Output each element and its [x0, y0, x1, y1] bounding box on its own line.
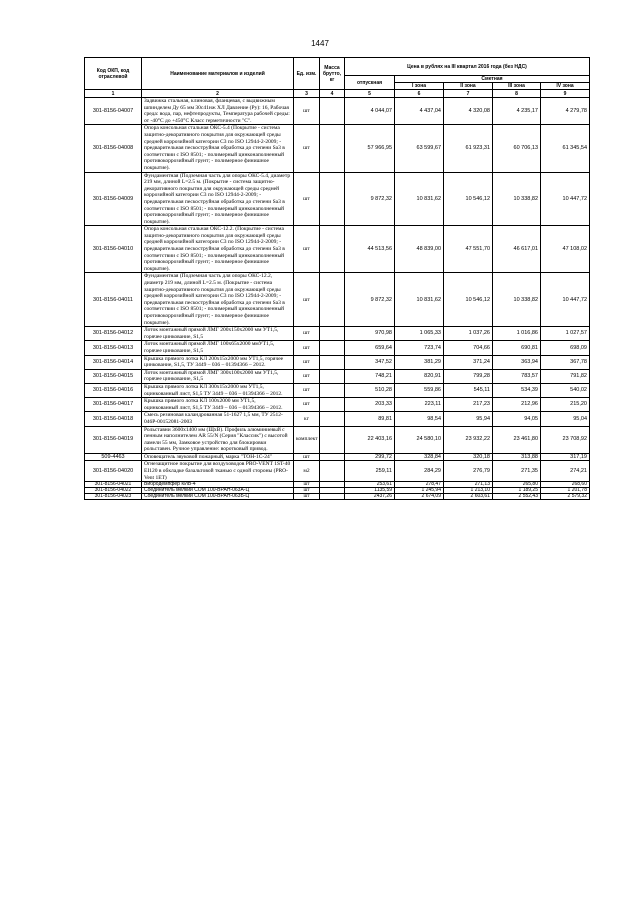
unit-cell: шт	[294, 226, 320, 273]
zone-2-price-cell: 799,28	[444, 369, 493, 383]
name-cell: Крышка прямого лотка КЛ 300х15х2000 мм УТ1,5, оцинкованный лист, S1,5 ТУ 3449 – 036 – 01394366 – 2012.	[142, 383, 294, 397]
table-row	[85, 327, 590, 341]
table-row	[85, 226, 590, 273]
unit-cell: шт	[294, 453, 320, 461]
mass-cell	[320, 327, 345, 341]
zone-3-price-cell: 60 706,13	[493, 125, 541, 172]
unit-cell: шт	[294, 98, 320, 125]
table-row	[85, 98, 590, 125]
mass-cell	[320, 494, 345, 500]
zone-3-price-cell: 212,96	[493, 398, 541, 412]
zone-4-price-cell: 791,82	[541, 369, 590, 383]
zone-2-price-cell: 10 546,12	[444, 172, 493, 226]
zone-2-price-cell: 371,24	[444, 355, 493, 369]
zone-2-price-cell: 23 932,22	[444, 426, 493, 453]
col-header-zone-3: III зона	[493, 83, 541, 90]
table-row	[85, 412, 590, 426]
zone-4-price-cell: 1 201,78	[541, 488, 590, 494]
zone-2-price-cell: 4 320,08	[444, 98, 493, 125]
code-cell: 301-8156-04022	[85, 488, 142, 494]
zone-2-price-cell: 545,11	[444, 383, 493, 397]
code-cell: 301-8156-04015	[85, 369, 142, 383]
unit-cell: шт	[294, 125, 320, 172]
zone-3-price-cell: 2 552,43	[493, 494, 541, 500]
col-header-name: Наименование материалов и изделий	[142, 58, 294, 90]
unit-cell: шт	[294, 482, 320, 488]
col-index: 5	[345, 90, 395, 98]
release-price-cell: 9 872,32	[345, 273, 395, 327]
unit-cell: шт	[294, 369, 320, 383]
col-header-estimate: Сметная	[395, 76, 590, 83]
table-row	[85, 355, 590, 369]
zone-2-price-cell: 47 551,70	[444, 226, 493, 273]
col-index: 8	[493, 90, 541, 98]
table-row	[85, 494, 590, 500]
name-cell: Крышка прямого лотка КЛ 100х2000 мм УТ1,5, оцинкованный лист, S1,5 ТУ 3449 – 036 – 01394366 – 2012.	[142, 398, 294, 412]
release-price-cell: 510,28	[345, 383, 395, 397]
zone-1-price-cell: 820,91	[395, 369, 444, 383]
unit-cell: шт	[294, 327, 320, 341]
col-index: 6	[395, 90, 444, 98]
release-price-cell: 259,11	[345, 461, 395, 482]
zone-1-price-cell: 559,86	[395, 383, 444, 397]
unit-cell: шт	[294, 488, 320, 494]
release-price-cell: 22 403,16	[345, 426, 395, 453]
unit-cell: шт	[294, 383, 320, 397]
release-price-cell: 299,72	[345, 453, 395, 461]
name-cell: Лоток монтажный прямой ЛМГ 300х100х2000 мм УТ1,5, горячее цинкование, S1,5	[142, 369, 294, 383]
name-cell: Вибродемпфер КИВ-4	[142, 482, 294, 488]
mass-cell	[320, 383, 345, 397]
zone-1-price-cell: 10 831,62	[395, 273, 444, 327]
table-row	[85, 461, 590, 482]
zone-3-price-cell: 265,80	[493, 482, 541, 488]
unit-cell: шт	[294, 398, 320, 412]
unit-cell: шт	[294, 273, 320, 327]
mass-cell	[320, 172, 345, 226]
zone-2-price-cell: 61 923,31	[444, 125, 493, 172]
zone-4-price-cell: 540,02	[541, 383, 590, 397]
zone-4-price-cell: 10 447,72	[541, 172, 590, 226]
name-cell: Соединитель мелкий СОМ 100-ВРАН-063Б-Ц	[142, 494, 294, 500]
page-number: 1447	[311, 39, 329, 48]
table-row	[85, 398, 590, 412]
zone-3-price-cell: 46 617,01	[493, 226, 541, 273]
col-index: 4	[320, 90, 345, 98]
zone-1-price-cell: 284,29	[395, 461, 444, 482]
zone-2-price-cell: 217,23	[444, 398, 493, 412]
name-cell: Лоток монтажный прямой ЛМГ 200х150х2000 мм УТ1,5, горячее цинкование, S1,5	[142, 327, 294, 341]
code-cell: 301-8156-04008	[85, 125, 142, 172]
release-price-cell: 748,21	[345, 369, 395, 383]
mass-cell	[320, 398, 345, 412]
zone-1-price-cell: 63 599,67	[395, 125, 444, 172]
zone-4-price-cell: 2 579,32	[541, 494, 590, 500]
mass-cell	[320, 412, 345, 426]
table-row	[85, 273, 590, 327]
table-row	[85, 453, 590, 461]
mass-cell	[320, 461, 345, 482]
release-price-cell: 4 044,07	[345, 98, 395, 125]
mass-cell	[320, 369, 345, 383]
release-price-cell: 44 513,56	[345, 226, 395, 273]
name-cell: Лоток монтажный прямой ЛМГ 100х65х2000 ммУТ1,5, горячее цинкование, S1,5	[142, 341, 294, 355]
col-header-code: Код ОКП, код отраслевой	[85, 58, 142, 90]
code-cell: 301-8156-04007	[85, 98, 142, 125]
table-row	[85, 383, 590, 397]
zone-3-price-cell: 4 235,17	[493, 98, 541, 125]
code-cell: 301-8156-04013	[85, 341, 142, 355]
mass-cell	[320, 426, 345, 453]
zone-3-price-cell: 1 189,25	[493, 488, 541, 494]
mass-cell	[320, 125, 345, 172]
zone-4-price-cell: 95,04	[541, 412, 590, 426]
zone-2-price-cell: 1 213,10	[444, 488, 493, 494]
zone-2-price-cell: 10 546,12	[444, 273, 493, 327]
zone-2-price-cell: 704,66	[444, 341, 493, 355]
unit-cell: кг	[294, 412, 320, 426]
mass-cell	[320, 453, 345, 461]
release-price-cell: 57 966,95	[345, 125, 395, 172]
unit-cell: шт	[294, 494, 320, 500]
code-cell: 301-8156-04014	[85, 355, 142, 369]
zone-4-price-cell: 4 279,78	[541, 98, 590, 125]
zone-3-price-cell: 534,39	[493, 383, 541, 397]
name-cell: Смесь резиновая каландрованная 51-1627 1,5 мм, ТУ 2512-046Р-00152081-2003	[142, 412, 294, 426]
zone-4-price-cell: 268,60	[541, 482, 590, 488]
zone-1-price-cell: 4 437,04	[395, 98, 444, 125]
release-price-cell: 970,98	[345, 327, 395, 341]
zone-4-price-cell: 23 708,92	[541, 426, 590, 453]
unit-cell: шт	[294, 172, 320, 226]
code-cell: 301-8156-04020	[85, 461, 142, 482]
zone-1-price-cell: 328,84	[395, 453, 444, 461]
code-cell: 301-8156-04017	[85, 398, 142, 412]
zone-4-price-cell: 47 108,02	[541, 226, 590, 273]
col-header-mass: Масса брутто, кг	[320, 58, 345, 90]
zone-1-price-cell: 48 839,00	[395, 226, 444, 273]
zone-1-price-cell: 278,47	[395, 482, 444, 488]
release-price-cell: 659,64	[345, 341, 395, 355]
zone-1-price-cell: 98,54	[395, 412, 444, 426]
zone-1-price-cell: 2 674,09	[395, 494, 444, 500]
name-cell: Оповещатель звуковой пожарный, марка "ТОН-1С-24"	[142, 453, 294, 461]
zone-4-price-cell: 10 447,72	[541, 273, 590, 327]
zone-3-price-cell: 94,05	[493, 412, 541, 426]
col-header-zone-2: II зона	[444, 83, 493, 90]
zone-4-price-cell: 317,19	[541, 453, 590, 461]
name-cell: Крышка прямого лотка КЛ 200х15х2000 мм УТ1,5, горячее цинкование, S1,5, ТУ 3449 – 036 – 01394366 – 2012.	[142, 355, 294, 369]
unit-cell: шт	[294, 341, 320, 355]
zone-4-price-cell: 1 027,57	[541, 327, 590, 341]
zone-3-price-cell: 1 016,86	[493, 327, 541, 341]
code-cell: 301-8156-04010	[85, 226, 142, 273]
name-cell: Огнезащитное покрытие для воздуховодов PRO-VENT 1ST-40 EI120 в обкладке базальтовой тканью с одной стороны (PRO-Vent 1ET)	[142, 461, 294, 482]
zone-1-price-cell: 10 831,62	[395, 172, 444, 226]
code-cell: 301-8156-04011	[85, 273, 142, 327]
zone-3-price-cell: 363,94	[493, 355, 541, 369]
code-cell: 301-8156-04019	[85, 426, 142, 453]
zone-4-price-cell: 367,78	[541, 355, 590, 369]
zone-3-price-cell: 783,57	[493, 369, 541, 383]
zone-2-price-cell: 95,94	[444, 412, 493, 426]
release-price-cell: 9 872,32	[345, 172, 395, 226]
unit-cell: м2	[294, 461, 320, 482]
col-index: 7	[444, 90, 493, 98]
code-cell: 301-8156-04018	[85, 412, 142, 426]
zone-4-price-cell: 698,09	[541, 341, 590, 355]
table-row	[85, 369, 590, 383]
col-header-zone-1: I зона	[395, 83, 444, 90]
release-price-cell: 203,33	[345, 398, 395, 412]
code-cell: 301-8156-04009	[85, 172, 142, 226]
table-row	[85, 426, 590, 453]
col-index: 2	[142, 90, 294, 98]
name-cell: Опора консольная стальная ОКС-12.2. (Покрытие - система защитно-декоративного покрытия для окружающей среды средней коррозийной категории С3 по ISO 12944-2-2009; - предварительная пескоструйная обработка до степени Sa3 в соответствии с ISO 8501; - полимерный цинконаполненный противокоррозийный грунт; - полимерное финишное покрытие).	[142, 226, 294, 273]
name-cell: Фундаментная (Подземная часть для опоры ОКС-5.4, диаметр 219 мм, длиной L=2.5 м. (Покрытие - система защитно-декоративного покрытия для окружающей среды средней коррозийной категории С3 по ISO 12944-2-2009; - предварительная пескоструйная обработка до степени Sa3 в соответствии с ISO 8501; - полимерный цинконаполненный противокоррозийный грунт; - полимерное финишное покрытие).	[142, 172, 294, 226]
zone-1-price-cell: 1 065,33	[395, 327, 444, 341]
col-index: 9	[541, 90, 590, 98]
unit-cell: комплект	[294, 426, 320, 453]
zone-3-price-cell: 690,81	[493, 341, 541, 355]
zone-2-price-cell: 2 603,61	[444, 494, 493, 500]
name-cell: Рольставни 3600х1400 мм (ЩхВ). Профиль алюминиевый с пенным наполнителем AR 55/N (Серия "Классик") с высотой ламели 55 мм, Замковое устройство для блокировки рольставен. Ручное управление: воротковый привод.	[142, 426, 294, 453]
zone-4-price-cell: 274,21	[541, 461, 590, 482]
zone-2-price-cell: 1 037,26	[444, 327, 493, 341]
name-cell: Соединитель мелкий СОМ 100-ВРАН-063А-Ц	[142, 488, 294, 494]
mass-cell	[320, 98, 345, 125]
zone-3-price-cell: 23 461,80	[493, 426, 541, 453]
name-cell: Опора консольная стальная ОКС-5.4 (Покрытие - система защитно-декоративного покрытия для окружающей среды средней коррозийной категории С3 по ISO 12944-2-2009; - предварительная пескоструйная обработка до степени Sa3 в соответствии с ISO 8501; - полимерный цинконаполненный противокоррозийный грунт; - полимерное финишное покрытие).	[142, 125, 294, 172]
zone-1-price-cell: 223,11	[395, 398, 444, 412]
mass-cell	[320, 355, 345, 369]
col-header-release: отпускная	[345, 76, 395, 90]
table-row	[85, 172, 590, 226]
zone-2-price-cell: 276,79	[444, 461, 493, 482]
release-price-cell: 253,61	[345, 482, 395, 488]
unit-cell: шт	[294, 355, 320, 369]
zone-2-price-cell: 320,18	[444, 453, 493, 461]
code-cell: 509-4463	[85, 453, 142, 461]
zone-1-price-cell: 723,74	[395, 341, 444, 355]
mass-cell	[320, 226, 345, 273]
code-cell: 301-8156-04021	[85, 482, 142, 488]
code-cell: 301-8156-04016	[85, 383, 142, 397]
zone-3-price-cell: 10 338,82	[493, 172, 541, 226]
zone-3-price-cell: 313,88	[493, 453, 541, 461]
zone-1-price-cell: 381,29	[395, 355, 444, 369]
col-header-zone-4: IV зона	[541, 83, 590, 90]
col-header-unit: Ед. изм.	[294, 58, 320, 90]
col-header-price-title: Цена в рублях на III квартал 2016 года (без НДС)	[345, 58, 590, 76]
zone-3-price-cell: 271,35	[493, 461, 541, 482]
zone-3-price-cell: 10 338,82	[493, 273, 541, 327]
col-index: 3	[294, 90, 320, 98]
table-row	[85, 125, 590, 172]
zone-1-price-cell: 24 580,10	[395, 426, 444, 453]
zone-2-price-cell: 271,13	[444, 482, 493, 488]
zone-4-price-cell: 215,20	[541, 398, 590, 412]
zone-4-price-cell: 61 345,54	[541, 125, 590, 172]
release-price-cell: 89,81	[345, 412, 395, 426]
name-cell: Задвижка стальная, клиновая, фланцевая, с выдвижным шпинделем Ду 65 мм 30с41нж ХЛ Давление (Ру): 16, Рабочая среда: вода, пар, нефтепродукты, Температура рабочей среды: от -40°С до +450°С Класс герметичности "С".	[142, 98, 294, 125]
table-row	[85, 341, 590, 355]
col-index: 1	[85, 90, 142, 98]
release-price-cell: 1135,59	[345, 488, 395, 494]
release-price-cell: 347,52	[345, 355, 395, 369]
mass-cell	[320, 273, 345, 327]
release-price-cell: 2437,26	[345, 494, 395, 500]
code-cell: 301-8156-04012	[85, 327, 142, 341]
code-cell: 301-8156-04023	[85, 494, 142, 500]
price-table	[84, 57, 590, 500]
mass-cell	[320, 341, 345, 355]
zone-1-price-cell: 1 245,94	[395, 488, 444, 494]
name-cell: Фундаментная (Подземная часть для опоры ОКС-12.2, диаметр 219 мм, длиной L=2.5 м. (Покрытие - система защитно-декоративного покрытия для окружающей среды средней коррозийной категории С3 по ISO 12944-2-2009; - предварительная пескоструйная обработка до степени Sa3 в соответствии с ISO 8501; - полимерный цинконаполненный противокоррозийный грунт; - полимерное финишное покрытие).	[142, 273, 294, 327]
